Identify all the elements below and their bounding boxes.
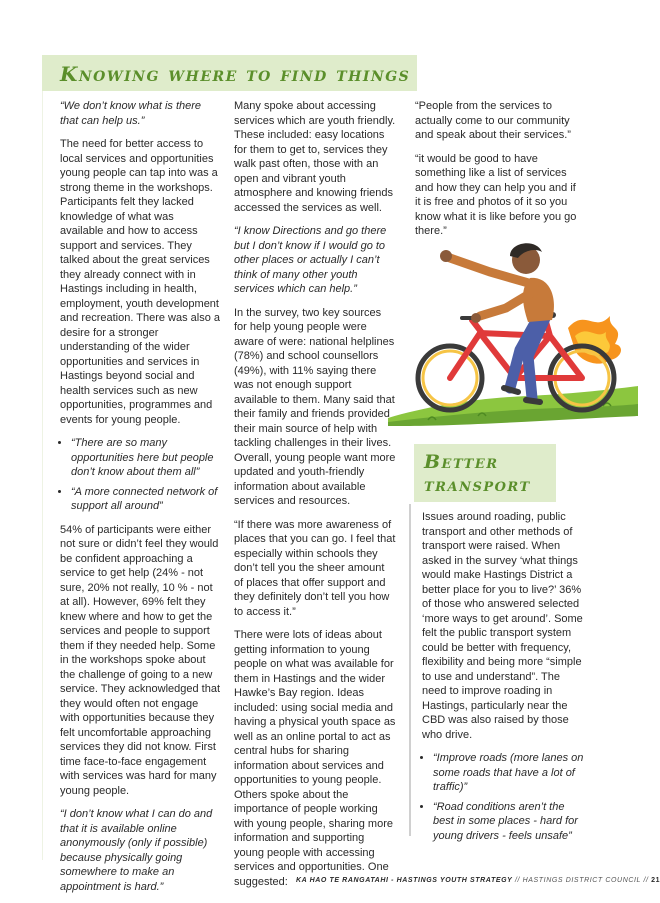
page-footer — [296, 877, 660, 884]
quote: “I don’t know what I can do and that it is available online anonymously (only if possible) because physically going somewhere to make an appointment is hard.” — [60, 808, 213, 893]
quote-list — [422, 751, 587, 843]
boy-on-bicycle-illustration — [410, 238, 630, 428]
paragraph: There were lots of ideas about getting information to young people on what was available for them in Hastings and the wider Hawke’s Bay region. Ideas included: using social media and having a physical youth space as well as an online portal to act as central hubs for sharing information about services and opportunities to young people. Others spoke about the importance of people working with young people, sharing more information and supporting young people with accessing services and opportunities. One suggested: — [234, 629, 396, 888]
text-column-1 — [60, 99, 220, 903]
footer-council: HASTINGS DISTRICT COUNCIL — [522, 877, 641, 884]
footer-sep: - — [388, 877, 397, 884]
quote: “If there was more awareness of places that you can go. I feel that especially within schools they don’t tell you the sheer amount of places that offer support and they definitely don’t tell you how to access it.” — [234, 518, 396, 618]
text-column-4 — [422, 510, 587, 852]
quote: “I know Directions and go there but I don’t know if I would go to other places or actually I can’t think of many other youth services which can help.” — [234, 225, 387, 295]
footer-doc: KA HAO TE RANGATAHI — [296, 877, 389, 884]
title-line: Better — [424, 451, 499, 473]
text-column-3 — [415, 99, 581, 248]
footer-sep: // — [512, 877, 523, 884]
list-item: • “Improve roads (more lanes on some roads that have a lot of traffic)” — [433, 751, 587, 795]
list-item: • “There are so many opportunities here but people don’t know about them all” — [71, 436, 220, 480]
paragraph: In the survey, two key sources for help young people were aware of were: national helplines (78%) and school counsellors (49%), with 11% saying there was not enough support available to them. Many said that their family and friends provided their main source of help with tackling challenges in their lives. Overall, young people want more updated and youth-friendly information about available services and resources. — [234, 306, 396, 507]
quote: “People from the services to actually come to our community and speak about their services.” — [415, 100, 571, 141]
footer-sep: // — [640, 877, 652, 884]
paragraph: Issues around roading, public transport and other methods of transport were raised. When asked in the survey ‘what things would make Hastings District a better place for you to live?’ 36% of those who answered selected ‘more ways to get around’. Some felt the public transport system could be better with frequency, flexibility and being more “simple to use and understand”. The need to improve roading in Hastings, particularly near the CBD was also raised by those who drive. — [422, 511, 583, 741]
section-title — [424, 451, 531, 497]
footer-strategy: HASTINGS YOUTH STRATEGY — [396, 877, 513, 884]
title-line: transport — [424, 474, 531, 496]
paragraph: The need for better access to local services and opportunities young people can tap into was a strong theme in the workshops. Participants felt they lacked knowledge of what was available and how to access support and services. They talked about the great services they already connect with in Hastings including in health, employment, youth development and recreation. There was also a desire for a stronger understanding of the wider opportunities and services in Hastings beyond social and health services such as new opportunities, programmes and events for young people. — [60, 138, 220, 426]
paragraph: 54% of participants were either not sure or didn’t feel they would be confident approaching a service to get help (24% - not sure, 20% not really, 10 % - not at all). However, 69% felt they knew where and how to get the services and people to support them if they needed help. Some in the workshops spoke about the challenge of going to a new service. They acknowledged that they would often not engage with opportunities because they felt uncomfortable approaching services they did not know. First time face-to-face engagement with services was hard for many young people. — [60, 523, 220, 797]
quote: “it would be good to have something like a list of services and how they can help you and if it is free and photos of it so you know what it is like before you go there.” — [415, 152, 577, 237]
page-edge-rule — [42, 60, 43, 860]
quote-list — [60, 436, 220, 514]
list-item: • “Road conditions aren’t the best in some places - hard for young drivers - feels unsafe” — [433, 800, 587, 844]
text-column-2 — [234, 99, 396, 898]
page-number: 21 — [651, 877, 660, 884]
sidebar-rule — [409, 504, 411, 836]
quote: “We don’t know what is there that can help us.” — [60, 100, 202, 127]
section-title: Knowing where to find things — [60, 62, 411, 86]
paragraph: Many spoke about accessing services which are youth friendly. These included: easy locations for them to get to, services they walk past often, those with an open and vibrant youth atmosphere and knowing friends accessed the services as well. — [234, 100, 396, 214]
list-item: • “A more connected network of support all around” — [71, 485, 220, 514]
